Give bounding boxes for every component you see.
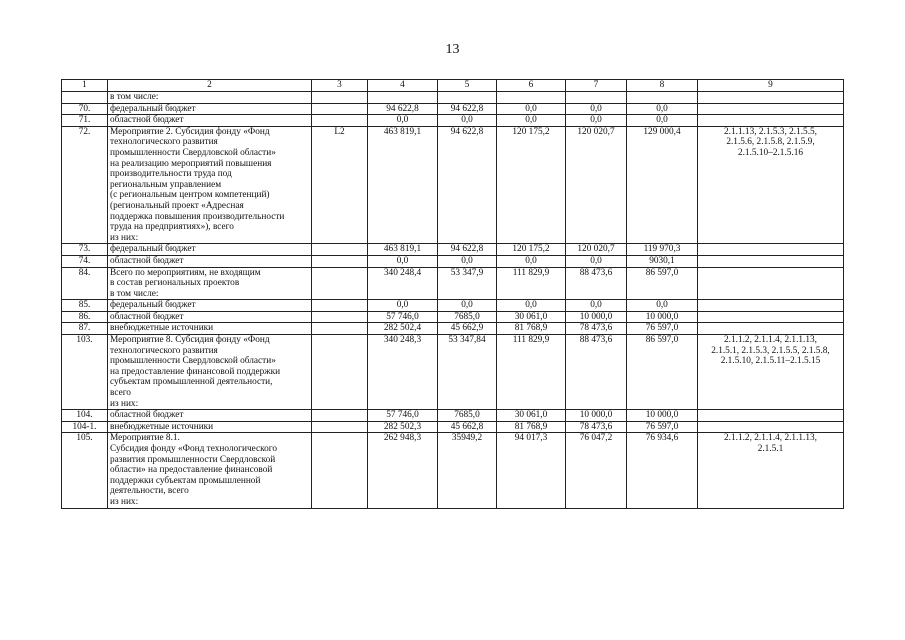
description-cell: областной бюджет [108, 255, 312, 267]
row-number-cell: 87. [62, 323, 108, 335]
column-header: 9 [698, 80, 844, 92]
code-cell [312, 244, 368, 256]
year-2022-cell: 76 934,6 [627, 433, 698, 508]
year-2020-cell: 0,0 [497, 103, 566, 115]
total-cell: 0,0 [368, 115, 438, 127]
year-2020-cell: 81 768,9 [497, 421, 566, 433]
targets-cell [698, 244, 844, 256]
description-cell: федеральный бюджет [108, 103, 312, 115]
year-2019-cell: 45 662,8 [438, 421, 497, 433]
column-header: 8 [627, 80, 698, 92]
year-2022-cell: 129 000,4 [627, 126, 698, 244]
year-2022-cell: 86 597,0 [627, 267, 698, 300]
year-2021-cell: 120 020,7 [566, 244, 627, 256]
total-cell: 94 622,8 [368, 103, 438, 115]
year-2019-cell: 53 347,9 [438, 267, 497, 300]
targets-cell [698, 267, 844, 300]
code-cell [312, 433, 368, 508]
year-2019-cell [438, 92, 497, 104]
row-number-cell: 86. [62, 311, 108, 323]
budget-table [61, 79, 844, 509]
table-row [62, 103, 844, 115]
total-cell [368, 92, 438, 104]
targets-cell [698, 255, 844, 267]
table-row [62, 267, 844, 300]
column-header: 3 [312, 80, 368, 92]
targets-cell: 2.1.1.13, 2.1.5.3, 2.1.5.5, 2.1.5.6, 2.1.5.8, 2.1.5.9, 2.1.5.10–2.1.5.16 [698, 126, 844, 244]
targets-cell [698, 103, 844, 115]
table-row [62, 433, 844, 508]
description-cell: федеральный бюджет [108, 300, 312, 312]
page-number: 13 [445, 42, 460, 57]
column-header: 1 [62, 80, 108, 92]
row-number-cell: 105. [62, 433, 108, 508]
year-2020-cell: 30 061,0 [497, 311, 566, 323]
row-number-cell: 73. [62, 244, 108, 256]
year-2022-cell: 10 000,0 [627, 410, 698, 422]
row-number-cell: 104-1. [62, 421, 108, 433]
total-cell: 0,0 [368, 300, 438, 312]
row-number-cell: 70. [62, 103, 108, 115]
year-2021-cell: 0,0 [566, 300, 627, 312]
code-cell [312, 323, 368, 335]
year-2019-cell: 94 622,8 [438, 103, 497, 115]
year-2019-cell: 0,0 [438, 255, 497, 267]
year-2022-cell [627, 92, 698, 104]
year-2019-cell: 0,0 [438, 300, 497, 312]
code-cell [312, 410, 368, 422]
year-2020-cell: 81 768,9 [497, 323, 566, 335]
year-2021-cell: 76 047,2 [566, 433, 627, 508]
total-cell: 57 746,0 [368, 410, 438, 422]
total-cell: 57 746,0 [368, 311, 438, 323]
description-cell: Мероприятие 2. Субсидия фонду «Фонд технологического развития промышленности Свердловской области» на реализацию мероприятий повышения производительности труда под региональным управлением (с региональным центром компетенций) (региональный проект «Адресная поддержка повышения производительности труда на предприятиях»), всего из них: [108, 126, 312, 244]
targets-cell [698, 323, 844, 335]
total-cell: 262 948,3 [368, 433, 438, 508]
year-2020-cell: 0,0 [497, 255, 566, 267]
description-cell: областной бюджет [108, 115, 312, 127]
row-number-cell: 74. [62, 255, 108, 267]
code-cell [312, 115, 368, 127]
code-cell: L2 [312, 126, 368, 244]
description-cell: Всего по мероприятиям, не входящим в состав региональных проектов в том числе: [108, 267, 312, 300]
year-2022-cell: 0,0 [627, 115, 698, 127]
year-2022-cell: 9030,1 [627, 255, 698, 267]
row-number-cell [62, 92, 108, 104]
table-row [62, 421, 844, 433]
targets-cell [698, 421, 844, 433]
column-header: 2 [108, 80, 312, 92]
year-2019-cell: 94 622,8 [438, 126, 497, 244]
table-row [62, 115, 844, 127]
column-header: 7 [566, 80, 627, 92]
column-header: 5 [438, 80, 497, 92]
year-2022-cell: 10 000,0 [627, 311, 698, 323]
year-2019-cell: 7685,0 [438, 311, 497, 323]
year-2019-cell: 0,0 [438, 115, 497, 127]
row-number-cell: 104. [62, 410, 108, 422]
description-cell: областной бюджет [108, 410, 312, 422]
column-header: 6 [497, 80, 566, 92]
year-2021-cell: 88 473,6 [566, 335, 627, 410]
table-row [62, 92, 844, 104]
code-cell [312, 267, 368, 300]
description-cell: в том числе: [108, 92, 312, 104]
code-cell [312, 103, 368, 115]
year-2022-cell: 0,0 [627, 300, 698, 312]
year-2020-cell: 120 175,2 [497, 244, 566, 256]
total-cell: 282 502,4 [368, 323, 438, 335]
year-2021-cell [566, 92, 627, 104]
year-2020-cell: 30 061,0 [497, 410, 566, 422]
description-cell: внебюджетные источники [108, 421, 312, 433]
year-2022-cell: 0,0 [627, 103, 698, 115]
total-cell: 340 248,4 [368, 267, 438, 300]
description-cell: Мероприятие 8. Субсидия фонду «Фонд технологического развития промышленности Свердловской области» на предоставление финансовой поддержки субъектам промышленной деятельности, всего из них: [108, 335, 312, 410]
year-2020-cell [497, 92, 566, 104]
total-cell: 463 819,1 [368, 126, 438, 244]
row-number-cell: 85. [62, 300, 108, 312]
table-row [62, 311, 844, 323]
table-row [62, 410, 844, 422]
year-2020-cell: 0,0 [497, 300, 566, 312]
year-2021-cell: 0,0 [566, 103, 627, 115]
description-cell: областной бюджет [108, 311, 312, 323]
year-2021-cell: 0,0 [566, 255, 627, 267]
table-row [62, 126, 844, 244]
total-cell: 340 248,3 [368, 335, 438, 410]
year-2019-cell: 94 622,8 [438, 244, 497, 256]
table-row [62, 323, 844, 335]
code-cell [312, 335, 368, 410]
targets-cell [698, 410, 844, 422]
year-2020-cell: 111 829,9 [497, 267, 566, 300]
year-2021-cell: 10 000,0 [566, 410, 627, 422]
year-2022-cell: 119 970,3 [627, 244, 698, 256]
row-number-cell: 72. [62, 126, 108, 244]
year-2019-cell: 35949,2 [438, 433, 497, 508]
row-number-cell: 103. [62, 335, 108, 410]
table-row [62, 300, 844, 312]
year-2019-cell: 53 347,84 [438, 335, 497, 410]
code-cell [312, 311, 368, 323]
table-header-row [62, 80, 844, 92]
table-row [62, 335, 844, 410]
year-2022-cell: 76 597,0 [627, 421, 698, 433]
code-cell [312, 255, 368, 267]
column-header: 4 [368, 80, 438, 92]
row-number-cell: 84. [62, 267, 108, 300]
year-2020-cell: 120 175,2 [497, 126, 566, 244]
year-2020-cell: 94 017,3 [497, 433, 566, 508]
description-cell: Мероприятие 8.1. Субсидия фонду «Фонд технологического развития промышленности Свердловской области» на предоставление финансовой поддержки субъектам промышленной деятельности, всего из них: [108, 433, 312, 508]
year-2020-cell: 0,0 [497, 115, 566, 127]
total-cell: 463 819,1 [368, 244, 438, 256]
targets-cell [698, 92, 844, 104]
row-number-cell: 71. [62, 115, 108, 127]
targets-cell [698, 300, 844, 312]
year-2021-cell: 0,0 [566, 115, 627, 127]
table-row [62, 244, 844, 256]
year-2021-cell: 120 020,7 [566, 126, 627, 244]
targets-cell [698, 115, 844, 127]
year-2021-cell: 78 473,6 [566, 421, 627, 433]
table-row [62, 255, 844, 267]
total-cell: 0,0 [368, 255, 438, 267]
targets-cell: 2.1.1.2, 2.1.1.4, 2.1.1.13, 2.1.5.1 [698, 433, 844, 508]
code-cell [312, 421, 368, 433]
year-2022-cell: 76 597,0 [627, 323, 698, 335]
year-2022-cell: 86 597,0 [627, 335, 698, 410]
year-2021-cell: 78 473,6 [566, 323, 627, 335]
year-2021-cell: 10 000,0 [566, 311, 627, 323]
description-cell: федеральный бюджет [108, 244, 312, 256]
description-cell: внебюджетные источники [108, 323, 312, 335]
year-2019-cell: 45 662,9 [438, 323, 497, 335]
targets-cell: 2.1.1.2, 2.1.1.4, 2.1.1.13, 2.1.5.1, 2.1.5.3, 2.1.5.5, 2.1.5.8, 2.1.5.10, 2.1.5.11–2.1.5.15 [698, 335, 844, 410]
code-cell [312, 300, 368, 312]
total-cell: 282 502,3 [368, 421, 438, 433]
targets-cell [698, 311, 844, 323]
year-2021-cell: 88 473,6 [566, 267, 627, 300]
code-cell [312, 92, 368, 104]
year-2020-cell: 111 829,9 [497, 335, 566, 410]
year-2019-cell: 7685,0 [438, 410, 497, 422]
